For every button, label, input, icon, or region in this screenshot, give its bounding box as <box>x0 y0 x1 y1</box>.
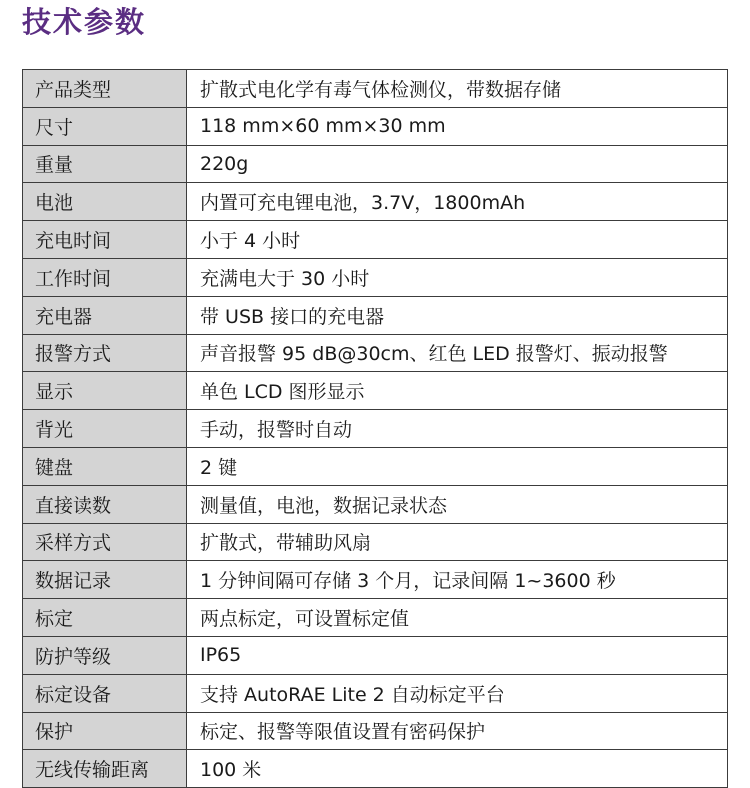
table-row <box>23 372 728 410</box>
spec-key: 采样方式 <box>23 523 187 561</box>
spec-value: IP65 <box>187 636 728 674</box>
spec-value: 扩散式，带辅助风扇 <box>187 523 728 561</box>
table-row <box>23 447 728 485</box>
table-row <box>23 334 728 372</box>
spec-value: 118 mm×60 mm×30 mm <box>187 107 728 145</box>
table-row <box>23 221 728 259</box>
spec-key: 直接读数 <box>23 485 187 523</box>
table-row <box>23 485 728 523</box>
table-row <box>23 561 728 599</box>
spec-value: 声音报警 95 dB@30cm、红色 LED 报警灯、振动报警 <box>187 334 728 372</box>
table-row <box>23 636 728 674</box>
table-row <box>23 145 728 183</box>
spec-value: 220g <box>187 145 728 183</box>
spec-value: 内置可充电锂电池，3.7V，1800mAh <box>187 183 728 221</box>
table-row <box>23 712 728 750</box>
spec-key: 标定 <box>23 599 187 637</box>
table-row <box>23 523 728 561</box>
table-row <box>23 70 728 108</box>
spec-table <box>22 69 728 788</box>
spec-value: 小于 4 小时 <box>187 221 728 259</box>
table-row <box>23 750 728 788</box>
spec-key: 背光 <box>23 410 187 448</box>
spec-key: 标定设备 <box>23 674 187 712</box>
page-title: 技术参数 <box>22 5 147 39</box>
spec-key: 无线传输距离 <box>23 750 187 788</box>
spec-value: 带 USB 接口的充电器 <box>187 296 728 334</box>
spec-key: 工作时间 <box>23 258 187 296</box>
table-row <box>23 107 728 145</box>
spec-value: 支持 AutoRAE Lite 2 自动标定平台 <box>187 674 728 712</box>
spec-key: 充电器 <box>23 296 187 334</box>
table-row <box>23 296 728 334</box>
spec-value: 手动，报警时自动 <box>187 410 728 448</box>
spec-key: 防护等级 <box>23 636 187 674</box>
spec-value: 扩散式电化学有毒气体检测仪，带数据存储 <box>187 70 728 108</box>
spec-value: 2 键 <box>187 447 728 485</box>
spec-key: 产品类型 <box>23 70 187 108</box>
spec-key: 电池 <box>23 183 187 221</box>
table-row <box>23 674 728 712</box>
spec-value: 测量值，电池，数据记录状态 <box>187 485 728 523</box>
spec-key: 充电时间 <box>23 221 187 259</box>
table-row <box>23 183 728 221</box>
spec-key: 报警方式 <box>23 334 187 372</box>
spec-value: 1 分钟间隔可存储 3 个月，记录间隔 1~3600 秒 <box>187 561 728 599</box>
spec-value: 100 米 <box>187 750 728 788</box>
spec-key: 尺寸 <box>23 107 187 145</box>
spec-value: 两点标定，可设置标定值 <box>187 599 728 637</box>
table-row <box>23 258 728 296</box>
spec-key: 保护 <box>23 712 187 750</box>
spec-value: 单色 LCD 图形显示 <box>187 372 728 410</box>
spec-key: 显示 <box>23 372 187 410</box>
spec-key: 数据记录 <box>23 561 187 599</box>
spec-value: 充满电大于 30 小时 <box>187 258 728 296</box>
spec-key: 重量 <box>23 145 187 183</box>
table-row <box>23 599 728 637</box>
spec-value: 标定、报警等限值设置有密码保护 <box>187 712 728 750</box>
table-row <box>23 410 728 448</box>
spec-key: 键盘 <box>23 447 187 485</box>
